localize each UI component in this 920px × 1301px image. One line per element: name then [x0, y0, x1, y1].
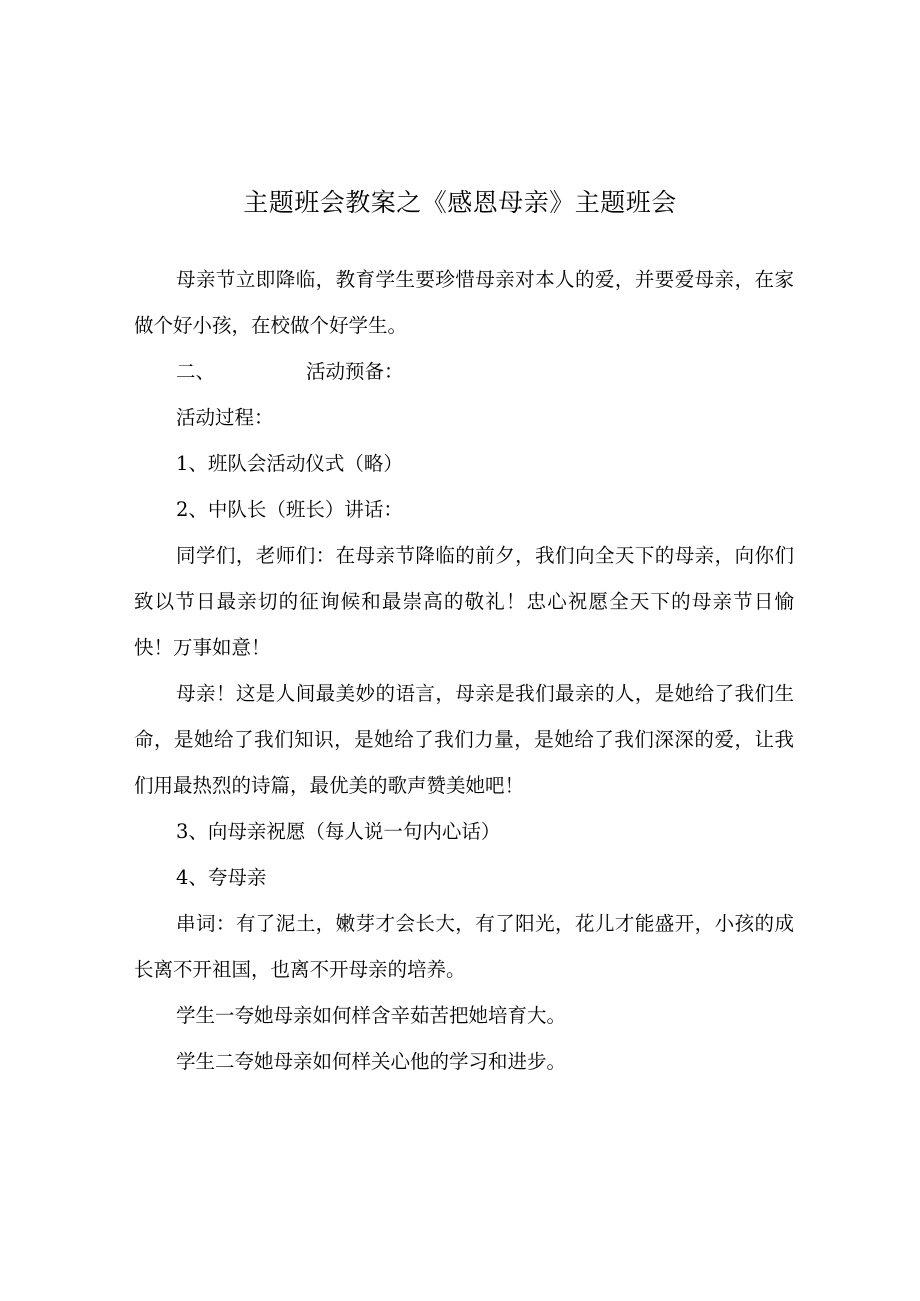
student-1-line: 学生一夸她母亲如何样含辛茹苦把她培育大。 — [176, 1004, 567, 1027]
step-3: 3、向母亲祝愿（每人说一句内心话） — [176, 820, 501, 843]
speech-paragraph-1: 同学们，老师们：在母亲节降临的前夕，我们向全天下的母亲，向你们致以节日最亲切的征询候和最崇高的敬礼！忠心祝愿全天下的母亲节日愉快！万事如意！ — [134, 544, 794, 659]
document-title: 主题班会教案之《感恩母亲》主题班会 — [243, 188, 677, 217]
section-two-number: 二、 — [176, 360, 216, 383]
section-two-label: 活动预备： — [306, 360, 404, 383]
section-two-heading — [134, 349, 794, 395]
step-4: 4、夸母亲 — [176, 866, 267, 889]
step-1: 1、班队会活动仪式（略） — [176, 452, 403, 475]
interlude-paragraph: 串词：有了泥土，嫩芽才会长大，有了阳光，花儿才能盛开，小孩的成长离不开祖国，也离不开母亲的培养。 — [134, 912, 794, 981]
intro-paragraph: 母亲节立即降临，教育学生要珍惜母亲对本人的爱，并要爱母亲，在家做个好小孩，在校做个好学生。 — [134, 268, 794, 337]
step-2: 2、中队长（班长）讲话： — [176, 498, 403, 521]
speech-paragraph-2: 母亲！这是人间最美妙的语言，母亲是我们最亲的人，是她给了我们生命，是她给了我们知识，是她给了我们力量，是她给了我们深深的爱，让我们用最热烈的诗篇，最优美的歌声赞美她吧！ — [134, 682, 794, 797]
process-heading: 活动过程： — [176, 406, 274, 429]
student-2-line: 学生二夸她母亲如何样关心他的学习和进步。 — [176, 1050, 567, 1073]
document-body — [134, 257, 794, 1085]
